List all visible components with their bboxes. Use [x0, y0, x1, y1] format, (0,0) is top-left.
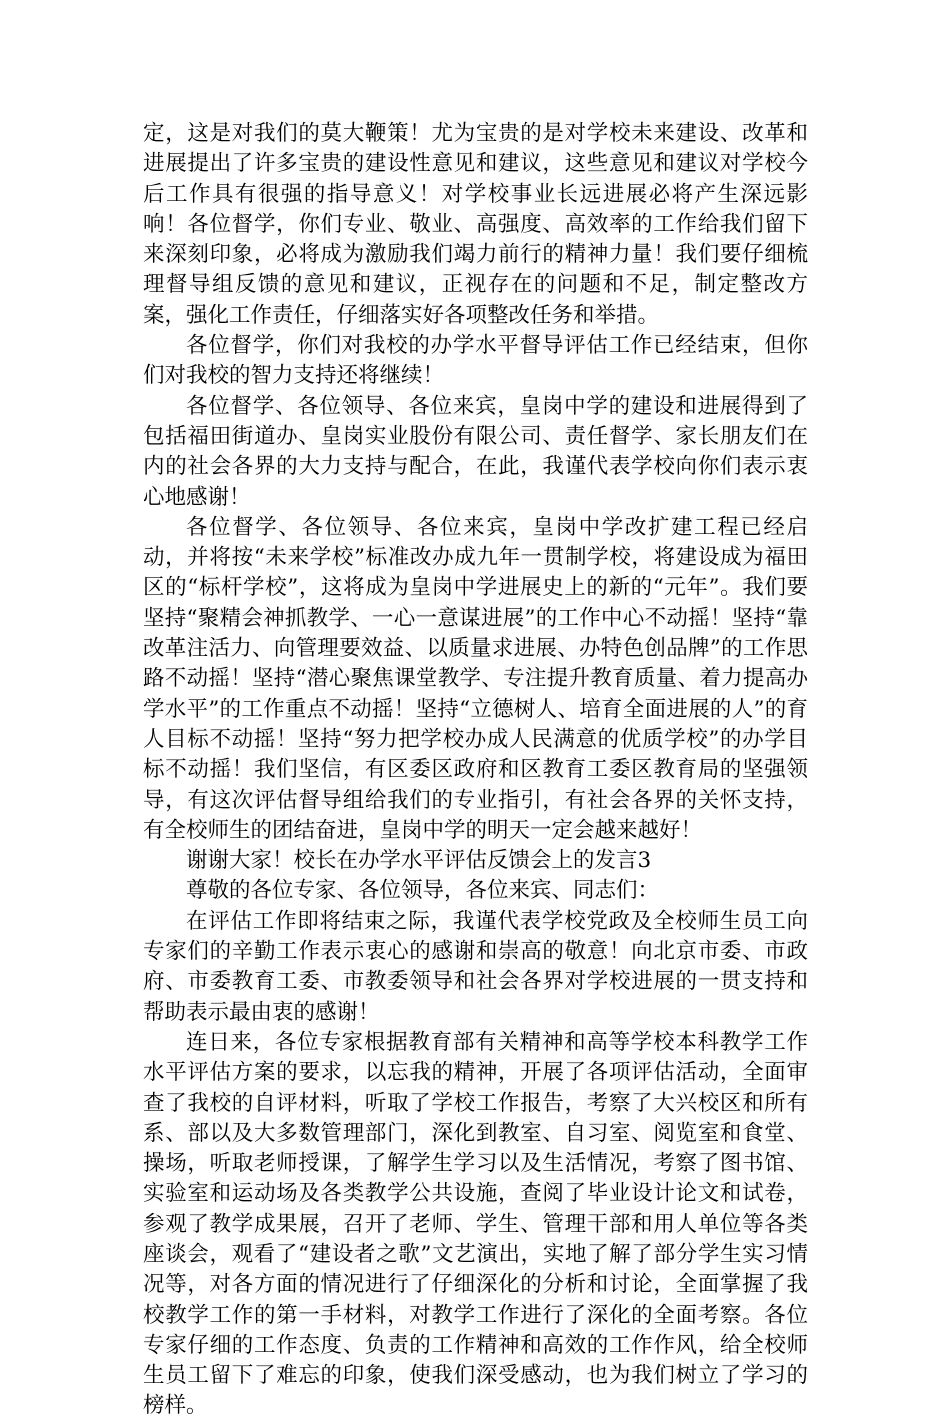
paragraph-continuation: 定，这是对我们的莫大鞭策！尤为宝贵的是对学校未来建设、改革和进展提出了许多宝贵的建设性意见和建议，这些意见和建议对学校今后工作具有很强的指导意义！对学校事业长远进展必将产生深远影响！各位督学，你们专业、敬业、高强度、高效率的工作给我们留下来深刻印象，必将成为激励我们竭力前行的精神力量！我们要仔细梳理督导组反馈的意见和建议，正视存在的问题和不足，制定整改方案，强化工作责任，仔细落实好各项整改任务和举措。 [143, 121, 808, 328]
document-body [143, 119, 808, 1422]
paragraph-thanks-society: 各位督学、各位领导、各位来宾，皇岗中学的建设和进展得到了包括福田街道办、皇岗实业股份有限公司、责任督学、家长朋友们在内的社会各界的大力支持与配合，在此，我谨代表学校向你们表示衷心地感谢！ [143, 393, 808, 510]
paragraph-support-continues: 各位督学，你们对我校的办学水平督导评估工作已经结束，但你们对我校的智力支持还将继续！ [143, 333, 808, 389]
paragraph-salutation: 尊敬的各位专家、各位领导，各位来宾、同志们： [186, 878, 660, 904]
paragraph-gratitude: 在评估工作即将结束之际，我谨代表学校党政及全校师生员工向专家们的辛勤工作表示衷心的感谢和崇高的敬意！向北京市委、市政府、市委教育工委、市教委领导和社会各界对学校进展的一贯支持和帮助表示最由衷的感谢！ [143, 908, 808, 1025]
paragraph-future-school: 各位督学、各位领导、各位来宾，皇岗中学改扩建工程已经启动，并将按“未来学校”标准改办成九年一贯制学校，将建设成为福田区的“标杆学校”，这将成为皇岗中学进展史上的新的“元年”。我们要坚持“聚精会神抓教学、一心一意谋进展”的工作中心不动摇！坚持“靠改革注活力、向管理要效益、以质量求进展、办特色创品牌”的工作思路不动摇！坚持“潜心聚焦课堂教学、专注提升教育质量、着力提高办学水平”的工作重点不动摇！坚持“立德树人、培育全面进展的人”的育人目标不动摇！坚持“努力把学校办成人民满意的优质学校”的办学目标不动摇！我们坚信，有区委区政府和区教育工委区教育局的坚强领导，有这次评估督导组给我们的专业指引，有社会各界的关怀支持，有全校师生的团结奋进，皇岗中学的明天一定会越来越好！ [143, 514, 808, 843]
paragraph-speech-title: 谢谢大家！校长在办学水平评估反馈会上的发言3 [186, 848, 652, 874]
paragraph-evaluation-activities: 连日来，各位专家根据教育部有关精神和高等学校本科教学工作水平评估方案的要求，以忘我的精神，开展了各项评估活动，全面审查了我校的自评材料，听取了学校工作报告，考察了大兴校区和所有系、部以及大多数管理部门，深化到教室、自习室、阅览室和食堂、操场，听取老师授课，了解学生学习以及生活情况，考察了图书馆、实验室和运动场及各类教学公共设施，查阅了毕业设计论文和试卷，参观了教学成果展，召开了老师、学生、管理干部和用人单位等各类座谈会，观看了“建设者之歌”文艺演出，实地了解了部分学生实习情况等，对各方面的情况进行了仔细深化的分析和讨论，全面掌握了我校教学工作的第一手材料，对教学工作进行了深化的全面考察。各位专家仔细的工作态度、负责的工作精神和高效的工作作风，给全校师生员工留下了难忘的印象，使我们深受感动，也为我们树立了学习的榜样。 [143, 1029, 808, 1419]
